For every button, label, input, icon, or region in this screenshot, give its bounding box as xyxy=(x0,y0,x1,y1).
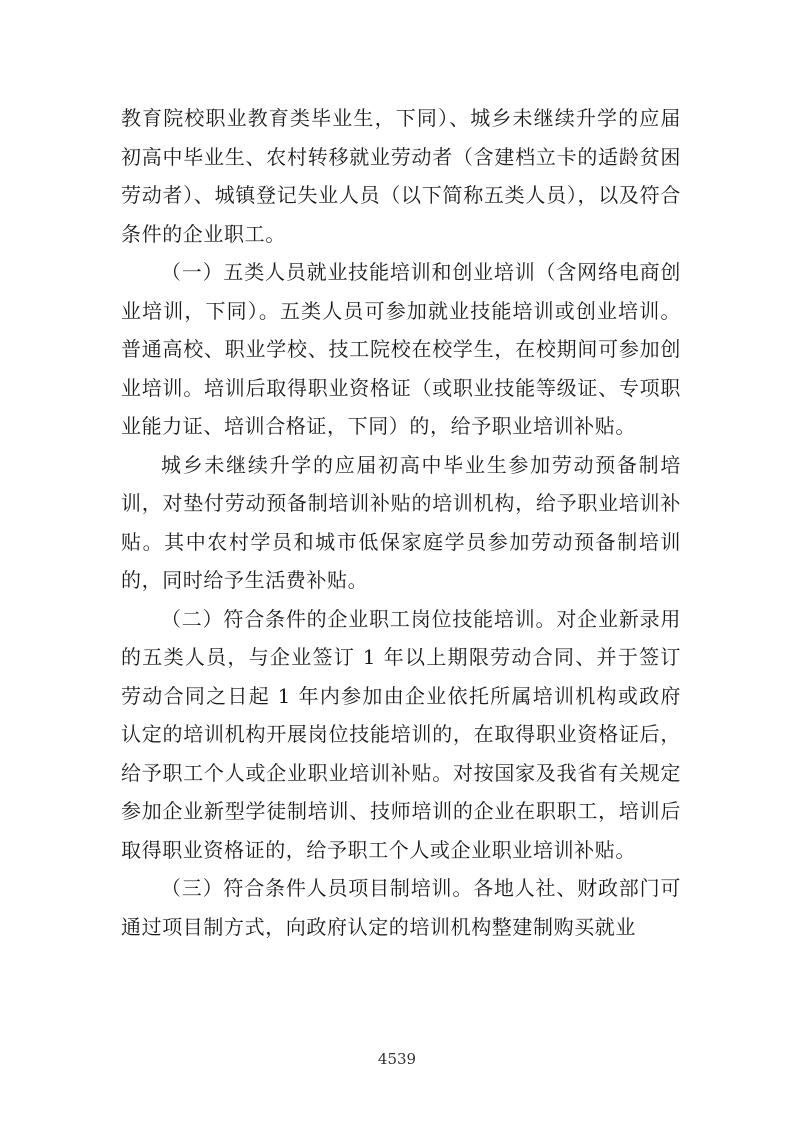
paragraph-section-two: （二）符合条件的企业职工岗位技能培训。对企业新录用的五类人员，与企业签订 1 年以上期限劳动合同、并于签订劳动合同之日起 1 年内参加由企业依托所属培训机构或政府认定的培训机构开展岗位技能培训的，在取得职业资格证后，给予职工个人或企业职业培训补贴。对按国家及我省有关规定参加企业新型学徒制培训、技师培训的企业在职职工，培训后取得职业资格证的，给予职工个人或企业职业培训补贴。 xyxy=(121,606,681,862)
page-number: 4539 xyxy=(377,1050,417,1068)
paragraph-continuation: 教育院校职业教育类毕业生，下同）、城乡未继续升学的应届初高中毕业生、农村转移就业劳动者（含建档立卡的适龄贫困劳动者）、城镇登记失业人员（以下简称五类人员），以及符合条件的企业职工。 xyxy=(121,106,681,246)
paragraph-section-three: （三）符合条件人员项目制培训。各地人社、财政部门可通过项目制方式，向政府认定的培训机构整建制购买就业 xyxy=(121,876,681,939)
paragraph-labor-preparation: 城乡未继续升学的应届初高中毕业生参加劳动预备制培训，对垫付劳动预备制培训补贴的培训机构，给予职业培训补贴。其中农村学员和城市低保家庭学员参加劳动预备制培训的，同时给予生活费补贴。 xyxy=(121,452,681,592)
document-body xyxy=(121,99,681,946)
paragraph-section-one: （一）五类人员就业技能培训和创业培训（含网络电商创业培训，下同）。五类人员可参加就业技能培训或创业培训。普通高校、职业学校、技工院校在校学生，在校期间可参加创业培训。培训后取得职业资格证（或职业技能等级证、专项职业能力证、培训合格证，下同）的，给予职业培训补贴。 xyxy=(121,260,681,438)
